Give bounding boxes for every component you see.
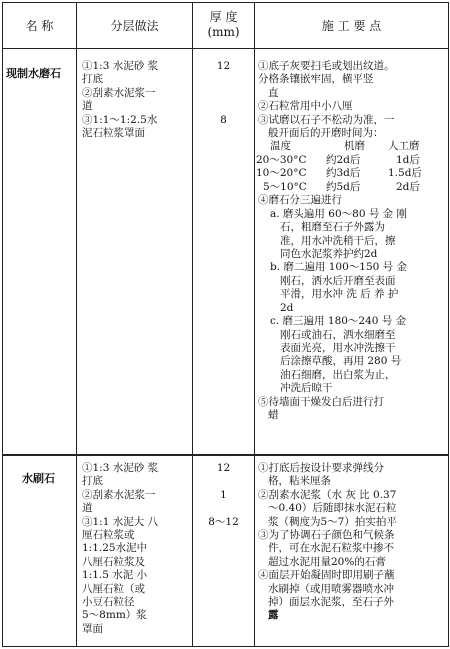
row2-layer3-line5: 1:1.5 水泥 小 bbox=[82, 569, 148, 582]
row1-point4c-line3: 表面光亮，用水冲洗擦干 bbox=[280, 341, 396, 354]
row1-point4a-line2: 石，粗磨至石子外露为 bbox=[280, 221, 385, 234]
row1-point4b-line2: 刚石，洒水后开磨至表面 bbox=[280, 274, 396, 287]
temp-row2-manual: 1.5d后 bbox=[388, 167, 422, 180]
row1-point5-line1: ⑤待墙面干燥发白后进行打 bbox=[258, 395, 384, 408]
row2-point3-line2: 件，可在水泥石粒浆中掺不 bbox=[268, 542, 394, 555]
row2-layer3-line6: 八厘石粒（或 bbox=[82, 582, 145, 595]
table-bottom-border bbox=[2, 646, 449, 647]
row2-layer2-line1: ②刮素水泥浆一 bbox=[82, 488, 156, 501]
row2-point4-line2: 水刷掉（或用喷雾器喷水冲 bbox=[268, 582, 394, 595]
temp-row1-manual: 1d后 bbox=[396, 153, 420, 166]
row2-layer2-line2: 道 bbox=[82, 502, 93, 515]
row2-point4-line1: ④面层开始凝固时即用刷子蘸 bbox=[258, 569, 395, 582]
row1-layer2-line2: 道 bbox=[82, 100, 93, 113]
row2-point2-line2: ～0.40）后随即抹水泥石粒 bbox=[268, 502, 397, 515]
row1-point4c-line2: 刚石或油石，洒水细磨至 bbox=[280, 328, 396, 341]
row1-point3-line1: ③试磨以石子不松动为准，一 bbox=[258, 113, 395, 126]
row1-layer2-line1: ②刮素水泥浆一 bbox=[82, 86, 156, 99]
row2-point4-line4: 露 bbox=[268, 609, 279, 622]
temperature-table bbox=[258, 140, 446, 194]
row1-point4b-line4: 2d bbox=[280, 301, 294, 314]
row1-point3-line2: 般开面后的开磨时间为： bbox=[268, 127, 384, 140]
row1-points bbox=[258, 60, 446, 422]
row2-point2-line3: 浆（稠度为5～7）拍实拍平 bbox=[268, 515, 397, 528]
row1-point2: ②石粒常用中小八厘 bbox=[258, 100, 353, 113]
row2-point1-line2: 格，粘米厘条 bbox=[268, 475, 331, 488]
row1-point4: ④磨石分三遍进行 bbox=[258, 194, 342, 207]
row2-layer3-line3: 1:1.25水泥中 bbox=[82, 542, 148, 555]
row1-point4c-line4: 后涂擦草酸，再用 280 号 bbox=[280, 355, 402, 368]
row2-point3-line3: 超过水泥用量20%的石膏 bbox=[268, 555, 386, 568]
header-thickness-unit: (mm) bbox=[207, 25, 240, 39]
temp-row1-machine: 约2d后 bbox=[326, 153, 361, 166]
row-divider bbox=[2, 454, 449, 456]
row2-point1-line1: ①打底后按设计要求弹线分 bbox=[258, 462, 384, 474]
row2-points bbox=[258, 462, 446, 623]
row1-point4a-line3: 准，用水冲洗稍干后，擦 bbox=[280, 234, 396, 247]
row2-layer1-line1: ①1:3 水泥砂 浆 bbox=[82, 462, 159, 474]
temp-header-temp: 温度 bbox=[270, 140, 291, 153]
row2-layer3-line2: 厘石粒浆或 bbox=[82, 529, 135, 542]
temp-row3-machine: 约5d后 bbox=[326, 180, 361, 193]
header-thickness-label: 厚 度 bbox=[209, 10, 238, 24]
row1-point1-line1: ①底子灰要扫毛或划出纹道。 bbox=[258, 60, 395, 72]
row1-name: 现制水磨石 bbox=[6, 67, 61, 80]
row2-name: 水刷石 bbox=[22, 472, 55, 485]
row2-layer3-line4: 八厘石粒浆及 bbox=[82, 555, 145, 568]
temp-header-machine: 机磨 bbox=[344, 140, 365, 153]
row2-point4-line3: 掉）面层水泥浆，至石子外 bbox=[268, 596, 394, 609]
temp-row2-machine: 约3d后 bbox=[326, 167, 361, 180]
row1-point4c-line1: c. 磨三遍用 180～240 号 金 bbox=[270, 315, 407, 328]
row1-point1-line3: 直 bbox=[268, 86, 279, 99]
row1-point5-line2: 蜡 bbox=[268, 408, 279, 421]
row1-point4b-line3: 平滑，用水冲 洗 后 养 护 bbox=[280, 288, 399, 301]
column-divider-2 bbox=[192, 2, 193, 647]
row2-layers bbox=[82, 462, 190, 636]
row2-layer1-line2: 打底 bbox=[82, 475, 103, 488]
row2-layer3-line9: 罩面 bbox=[82, 622, 103, 635]
row1-point4a-line1: a. 磨头遍用 60～80 号 金 刚 bbox=[270, 207, 408, 220]
temp-row2-temp: 10～20°C bbox=[256, 167, 307, 180]
row1-layer1-line2: 打底 bbox=[82, 73, 103, 86]
column-divider-3 bbox=[254, 2, 255, 647]
table-right-border bbox=[448, 2, 449, 647]
row2-thickness-1: 12 bbox=[216, 462, 231, 474]
header-name: 名 称 bbox=[25, 19, 54, 33]
row1-thickness-2: 8 bbox=[220, 114, 227, 126]
row1-layer3-line2: 泥石粒浆罩面 bbox=[82, 127, 145, 140]
row1-layer3-line1: ③1:1～1:2.5水 bbox=[82, 113, 158, 126]
header-method: 分层做法 bbox=[110, 19, 159, 33]
row1-point4c-line5: 油石细磨，出白浆为止， bbox=[280, 368, 396, 381]
row1-layers bbox=[82, 60, 190, 140]
row2-layer3-line1: ③1:1 水泥大 八 bbox=[82, 515, 159, 528]
row2-point2-line1: ②刮素水泥浆（水 灰 比 0.37 bbox=[258, 488, 397, 501]
row2-point3-line1: ③为了协调石子颜色和气候条 bbox=[258, 529, 395, 542]
row1-point1-line2: 分格条镶嵌牢固，横平竖 bbox=[258, 73, 374, 86]
temp-row3-temp: 5～10°C bbox=[263, 180, 307, 193]
row1-layer1-line1: ①1:3 水泥砂 浆 bbox=[82, 60, 159, 72]
header-points: 施 工 要 点 bbox=[321, 19, 382, 33]
table-left-border bbox=[2, 2, 3, 647]
column-divider-1 bbox=[76, 2, 77, 647]
row2-thickness-3: 8～12 bbox=[208, 516, 239, 528]
table-top-border bbox=[2, 2, 449, 3]
row1-point4c-line6: 冲洗后晾干 bbox=[280, 382, 333, 395]
temp-header-manual: 人工磨 bbox=[388, 140, 420, 153]
row2-layer3-line8: 5～8mm）浆 bbox=[82, 609, 147, 622]
row1-point4a-line4: 同色水泥浆养护约2d bbox=[280, 248, 378, 261]
temp-row3-manual: 2d后 bbox=[396, 180, 420, 193]
temp-row1-temp: 20～30°C bbox=[256, 153, 307, 166]
header-divider bbox=[2, 48, 449, 49]
header-thickness bbox=[193, 8, 254, 39]
row2-layer3-line7: 小豆石粒径 bbox=[82, 596, 135, 609]
row1-point4b-line1: b. 磨二遍用 100～150 号 金 bbox=[270, 261, 407, 274]
row2-thickness-2: 1 bbox=[220, 489, 227, 501]
row1-thickness-1: 12 bbox=[216, 60, 231, 72]
